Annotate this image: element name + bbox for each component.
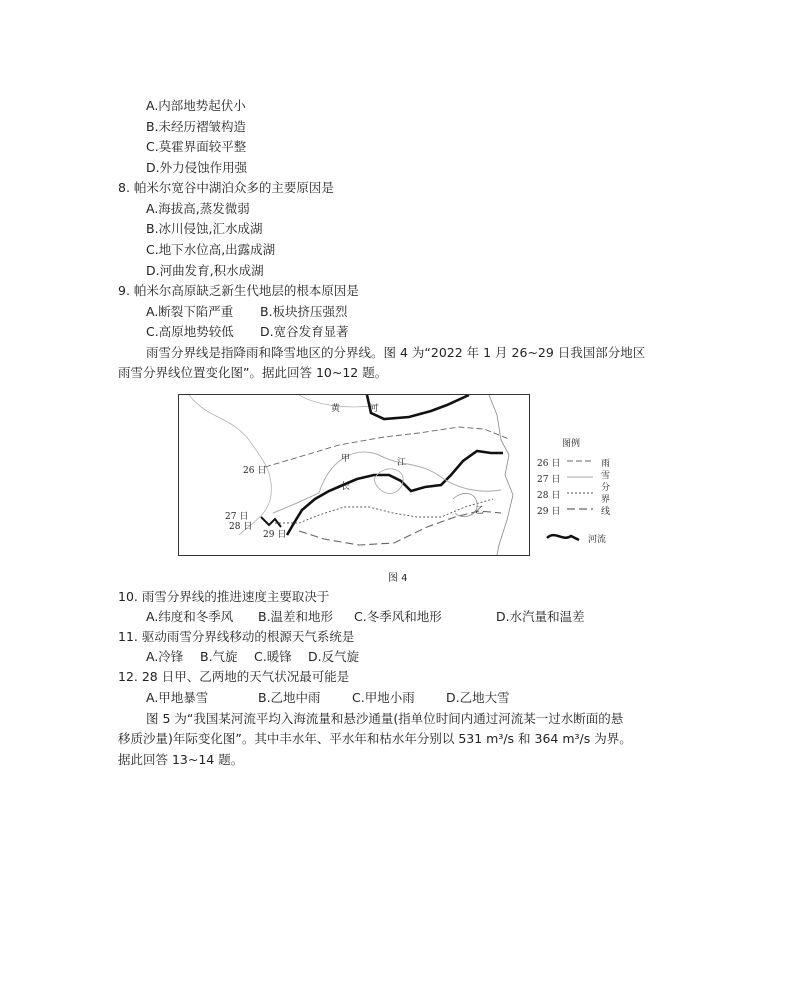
q12-option-d: D.乙地大雪 <box>446 690 510 705</box>
legend-char-3: 分 <box>601 483 611 493</box>
yellow-river <box>367 395 469 419</box>
legend-river-swatch <box>545 528 583 544</box>
label-chang: 长 <box>341 482 351 492</box>
legend-day-27: 27 日 <box>537 475 561 485</box>
q12-option-b: B.乙地中雨 <box>258 690 321 705</box>
label-jiang: 江 <box>397 458 407 468</box>
q8-stem: 8. 帕米尔宽谷中湖泊众多的主要原因是 <box>118 180 334 195</box>
line-29 <box>299 511 501 545</box>
label-jia: 甲 <box>341 454 351 464</box>
q9-stem: 9. 帕米尔高原缺乏新生代地层的根本原因是 <box>118 283 359 298</box>
legend-day-28: 28 日 <box>537 491 561 501</box>
q10-option-c: C.冬季风和地形 <box>354 609 442 624</box>
legend-char-4: 界 <box>601 495 611 505</box>
q11-option-c: C.暖锋 <box>254 649 292 664</box>
legend-char-2: 雪 <box>601 471 611 481</box>
q7-option-d: D.外力侵蚀作用强 <box>146 160 248 175</box>
q11-options <box>146 649 359 665</box>
legend-swatches <box>565 456 595 516</box>
q8-option-a: A.海拔高,蒸发微弱 <box>146 201 250 216</box>
legend-day-26: 26 日 <box>537 459 561 469</box>
river-branch <box>261 517 281 527</box>
q9-option-c: C.高原地势较低 <box>146 324 234 339</box>
label-day-29: 29 日 <box>263 530 287 540</box>
intro-2-line-2: 移质沙量)年际变化图”。其中丰水年、平水年和枯水年分别以 531 m³/s 和 364 m³/s 为界。 <box>118 731 632 746</box>
q9-option-b: B.板块挤压强烈 <box>260 304 348 319</box>
q10-option-d: D.水汽量和温差 <box>496 609 585 624</box>
intro-2-line-3: 据此回答 13~14 题。 <box>118 752 244 767</box>
legend-char-5: 线 <box>601 507 611 517</box>
q7-option-c: C.莫霍界面较平整 <box>146 139 247 154</box>
figure-4-caption: 图 4 <box>388 573 408 584</box>
legend-title: 图例 <box>562 439 581 449</box>
label-day-26: 26 日 <box>243 466 267 476</box>
q10-stem: 10. 雨雪分界线的推进速度主要取决于 <box>118 589 330 604</box>
intro-2-line-1: 图 5 为“我国某河流平均入海流量和悬沙通量(指单位时间内通过河流某一过水断面的悬 <box>146 711 624 726</box>
q9-options-row-2 <box>146 324 349 340</box>
figure-4-map <box>178 394 530 556</box>
q8-option-c: C.地下水位高,出露成湖 <box>146 242 276 257</box>
q8-option-b: B.冰川侵蚀,汇水成湖 <box>146 221 263 236</box>
q12-options <box>146 690 510 706</box>
q12-option-a: A.甲地暴雪 <box>146 690 209 705</box>
q9-option-d: D.宽谷发育显著 <box>260 324 349 339</box>
intro-1-line-2: 雨雪分界线位置变化图”。据此回答 10~12 题。 <box>118 365 388 380</box>
legend-day-29: 29 日 <box>537 507 561 517</box>
label-day-27: 27 日 <box>225 512 249 522</box>
q10-option-a: A.纬度和冬季风 <box>146 609 234 624</box>
line-26 <box>265 427 509 467</box>
q12-stem: 12. 28 日甲、乙两地的天气状况最可能是 <box>118 669 350 684</box>
q10-option-b: B.温差和地形 <box>258 609 334 624</box>
legend-char-1: 雨 <box>601 459 611 469</box>
yi-loop <box>453 493 477 516</box>
legend-river-label: 河流 <box>588 535 607 545</box>
q7-option-b: B.未经历褶皱构造 <box>146 119 247 134</box>
q7-option-a: A.内部地势起伏小 <box>146 98 246 113</box>
label-huang: 黄 <box>331 404 341 414</box>
q11-option-d: D.反气旋 <box>308 649 360 664</box>
q8-option-d: D.河曲发育,积水成湖 <box>146 263 264 278</box>
intro-1-line-1: 雨雪分界线是指降雨和降雪地区的分界线。图 4 为“2022 年 1 月 26~29 日我国部分地区 <box>146 345 646 360</box>
q11-option-b: B.气旋 <box>200 649 238 664</box>
label-yi: 乙 <box>475 506 485 516</box>
q12-option-c: C.甲地小雨 <box>352 690 415 705</box>
q9-option-a: A.断裂下陷严重 <box>146 304 234 319</box>
q10-options <box>146 609 585 625</box>
line-27 <box>273 452 501 513</box>
q9-options-row-1 <box>146 304 348 320</box>
label-he: 河 <box>369 404 379 414</box>
coastline <box>489 395 513 555</box>
q11-stem: 11. 驱动雨雪分界线移动的根源天气系统是 <box>118 629 355 644</box>
label-day-28: 28 日 <box>229 522 253 532</box>
q11-option-a: A.冷锋 <box>146 649 184 664</box>
line-28 <box>275 499 493 523</box>
